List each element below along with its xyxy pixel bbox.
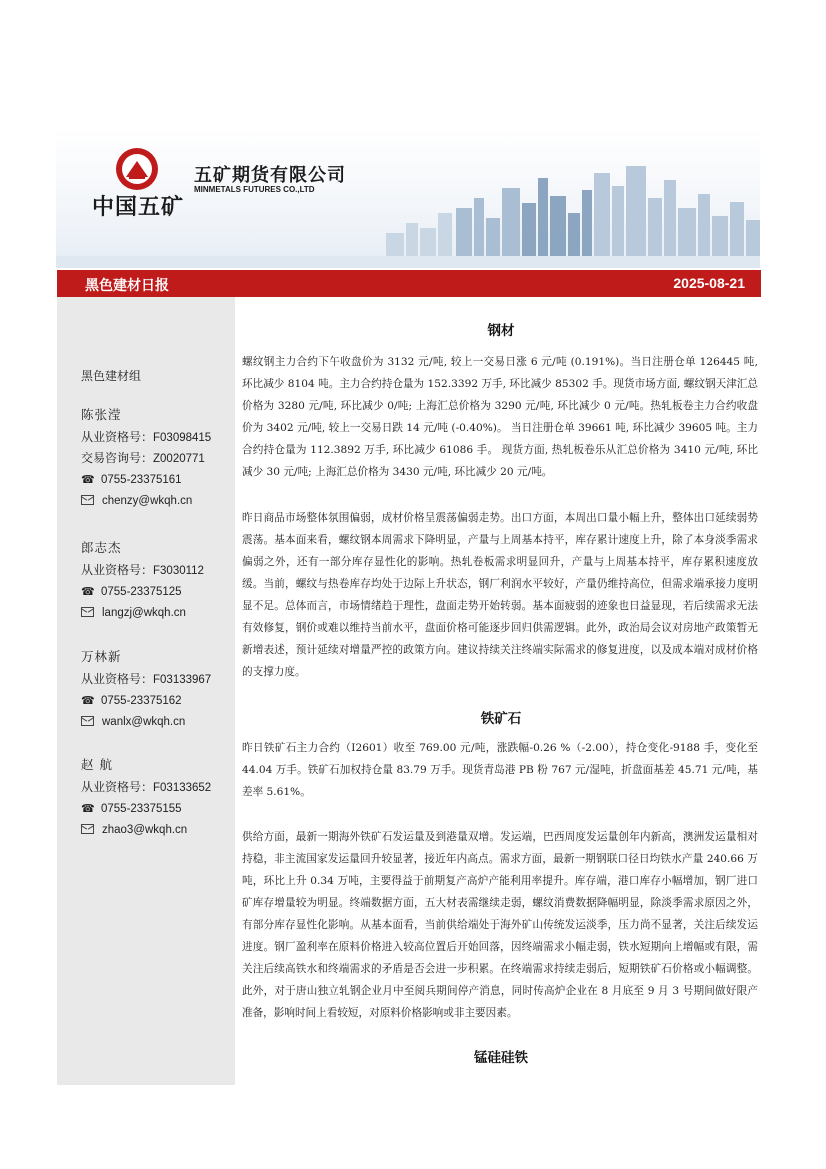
email-link[interactable]: zhao3@wkqh.cn <box>102 824 188 836</box>
section-title-steel: 钢材 <box>487 323 515 339</box>
field-label: 从业资格号： <box>81 430 154 444</box>
iron-ore-market-data-paragraph: 昨日铁矿石主力合约（I2601）收至 769.00 元/吨，涨跌幅-0.26 %（-2.00），持仓变化-9188 手，变化至 44.04 万手。铁矿石加权持仓量 83.79 万手。现货青岛港 PB 粉 767 元/湿吨，折盘面基差 45.71 元/吨，基差率 5.61%。 <box>242 742 758 798</box>
analyst-name: 郎志杰 <box>81 540 122 555</box>
phone-icon: ☎ <box>81 585 95 598</box>
section-title-silicon-manganese: 锰硅硅铁 <box>474 1050 528 1066</box>
phone-row <box>81 471 211 492</box>
email-row[interactable] <box>81 821 211 842</box>
field-value: F03098415 <box>153 432 212 444</box>
consult-row <box>81 450 211 471</box>
phone-number: 0755-23375161 <box>101 474 182 486</box>
qualification-row <box>81 429 211 450</box>
phone-icon: ☎ <box>81 473 95 486</box>
phone-row <box>81 692 211 713</box>
field-label: 从业资格号： <box>81 780 154 794</box>
qualification-row <box>81 779 211 800</box>
mail-icon <box>81 495 94 505</box>
field-label: 从业资格号： <box>81 563 154 577</box>
email-row[interactable] <box>81 604 204 625</box>
field-value: F3030112 <box>153 565 204 577</box>
mail-icon <box>81 716 94 726</box>
field-label: 从业资格号： <box>81 672 154 686</box>
mail-icon <box>81 607 94 617</box>
report-title: 黑色建材日报 <box>85 278 169 294</box>
phone-number: 0755-23375155 <box>101 803 182 815</box>
report-date: 2025-08-21 <box>673 275 745 291</box>
analyst-name: 赵 航 <box>81 757 113 772</box>
analyst-sidebar <box>57 297 235 1085</box>
company-name-en: MINMETALS FUTURES CO.,LTD <box>194 185 315 194</box>
mail-icon <box>81 824 94 834</box>
phone-icon: ☎ <box>81 802 95 815</box>
analyst-card <box>81 538 204 625</box>
section-title-iron-ore: 铁矿石 <box>480 711 522 727</box>
analyst-card <box>81 405 211 513</box>
phone-number: 0755-23375125 <box>101 586 182 598</box>
phone-number: 0755-23375162 <box>101 695 182 707</box>
phone-row <box>81 583 204 604</box>
email-row[interactable] <box>81 492 211 513</box>
analyst-name: 万林新 <box>81 649 122 664</box>
qualification-row <box>81 671 211 692</box>
minmetals-emblem-icon <box>114 146 160 192</box>
field-value: F03133652 <box>153 782 212 794</box>
header-banner <box>56 128 760 268</box>
group-brand-name: 中国五矿 <box>92 194 185 220</box>
phone-icon: ☎ <box>81 694 95 707</box>
analyst-card <box>81 755 211 842</box>
steel-market-data-paragraph: 螺纹钢主力合约下午收盘价为 3132 元/吨, 较上一交易日涨 6 元/吨 (0.191%)。当日注册仓单 126445 吨, 环比减少 8104 吨。主力合约持仓量为 152.3392 万手, 环比减少 85302 手。现货市场方面, 螺纹钢天津汇总价格为 3280 元/吨, 环比减少 0/吨; 上海汇总价格为 3290 元/吨, 环比减少 0 元/吨。热轧板卷主力合约收盘价为 3402 元/吨, 较上一交易日跌 14 元/吨 (-0.40%)。 当日注册仓单 39661 吨, 环比减少 39605 吨。主力合约持仓量为 112.3892 万手, 环比减少 61086 手。 现货方面, 热轧板卷乐从汇总价格为 3410 元/吨, 环比减少 30 元/吨; 上海汇总价格为 3430 元/吨, 环比减少 20 元/吨。 <box>242 356 758 478</box>
phone-row <box>81 800 211 821</box>
iron-ore-analysis-paragraph: 供给方面，最新一期海外铁矿石发运量及到港量双增。发运端，巴西周度发运量创年内新高，澳洲发运量相对持稳，非主流国家发运量回升较显著，接近年内高点。需求方面，最新一期钢联口径日均铁水产量 240.66 万吨，环比上升 0.34 万吨，主要得益于前期复产高炉产能利用率提升。库存端，港口库存小幅增加，钢厂进口矿库存增量较为明显。终端数据方面，五大材表需继续走弱，螺纹消费数据降幅明显，除淡季需求原因之外，有部分库存显性化影响。从基本面看，当前供给端处于海外矿山传统发运淡季，压力尚不显著，关注后续发运进度。钢厂盈利率在原料价格进入较高位置后开始回落，因终端需求小幅走弱，铁水短期向上增幅或有限，需关注后续高铁水和终端需求的矛盾是否会进一步积累。在终端需求持续走弱后，短期铁矿石价格或小幅调整。此外，对于唐山独立轧钢企业月中至阅兵期间停产消息，同时传高炉企业在 8 月底至 9 月 3 号期间做好限产准备，影响时间上看较短，对原料价格影响或非主要因素。 <box>242 831 758 1019</box>
company-name-cn: 五矿期货有限公司 <box>194 165 346 186</box>
email-link[interactable]: chenzy@wkqh.cn <box>102 495 193 507</box>
steel-analysis-paragraph: 昨日商品市场整体氛围偏弱，成材价格呈震荡偏弱走势。出口方面，本周出口量小幅上升，整体出口延续弱势震荡。基本面来看，螺纹钢本周需求下降明显，产量与上周基本持平，库存累计速度上升，除了本身淡季需求偏弱之外，还有一部分库存显性化的影响。热轧卷板需求明显回升，产量与上周基本持平，库存累积速度放缓。当前，螺纹与热卷库存均处于边际上升状态，钢厂利润水平较好，产量仍维持高位，但需求端承接力度明显不足。总体而言，市场情绪趋于理性，盘面走势开始转弱。基本面疲弱的迹象也日益显现，若后续需求无法有效修复，钢价或难以维持当前水平，盘面价格可能逐步回归供需逻辑。此外，政治局会议对房地产政策暂无新增表述，预计延续对增量严控的政策方向。建议持续关注终端实际需求的修复进度，以及成本端对成材价格的支撑力度。 <box>242 512 758 678</box>
email-link[interactable]: wanlx@wkqh.cn <box>102 716 186 728</box>
email-row[interactable] <box>81 713 211 734</box>
report-title-bar <box>57 270 761 297</box>
analyst-card <box>81 647 211 734</box>
qualification-row <box>81 562 204 583</box>
field-value: F03133967 <box>153 674 212 686</box>
analyst-name: 陈张滢 <box>81 407 122 422</box>
team-name: 黑色建材组 <box>81 369 142 383</box>
field-value: Z0020771 <box>153 453 205 465</box>
field-label: 交易咨询号： <box>81 451 154 465</box>
email-link[interactable]: langzj@wkqh.cn <box>102 607 186 619</box>
